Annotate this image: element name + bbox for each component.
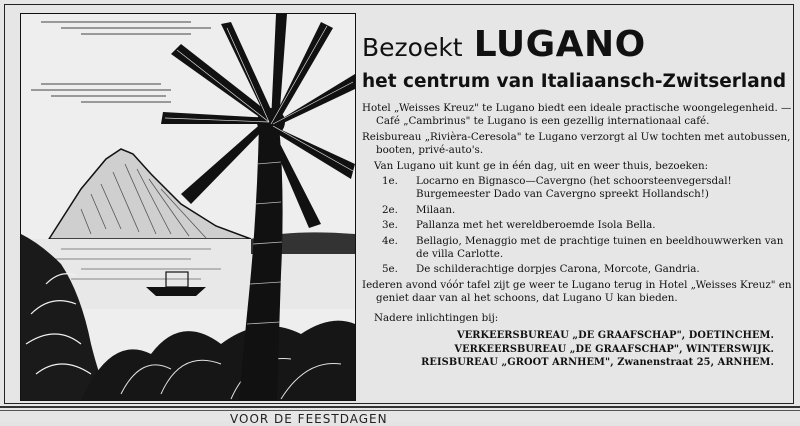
hotel-paragraph: Hotel „Weisses Kreuz" te Lugano biedt een ideale practische woongelegenheid. — Café „Cambrinus" te Lugano is een gezellig internationaal café.	[362, 102, 792, 128]
item-text: Bellagio, Menaggio met de prachtige tuinen en beeldhouwwerken van de villa Carlotte.	[416, 234, 784, 261]
subheadline: het centrum van Italiaansch-Zwitserland	[362, 71, 787, 92]
list-item	[362, 235, 792, 262]
list-item	[362, 263, 792, 276]
ground-plants	[81, 321, 355, 400]
item-text: Pallanza met het wereldberoemde Isola Bella.	[416, 219, 656, 232]
item-text: Locarno en Bignasco—Cavergno (het schoorsteenvegersdal! Burgemeester Dado van Cavergno spreekt Hollandsch!)	[416, 175, 732, 201]
item-number: 2e.	[382, 203, 398, 216]
item-text: Milaan.	[416, 203, 456, 216]
contact-label: Nadere inlichtingen bij:	[374, 311, 499, 324]
list-item	[362, 219, 792, 232]
palm-lake-drawing	[21, 14, 355, 400]
boat	[146, 287, 206, 296]
item-number: 1e.	[382, 175, 398, 188]
headline	[362, 22, 792, 68]
intro-paragraph: Van Lugano uit kunt ge in één dag, uit en weer thuis, bezoeken:	[374, 159, 709, 172]
item-number: 4e.	[382, 234, 398, 247]
contact-line: VERKEERSBUREAU „DE GRAAFSCHAP", DOETINCHEM.	[457, 330, 774, 342]
item-text: De schilderachtige dorpjes Carona, Morcote, Gandria.	[416, 263, 700, 276]
lugano-illustration	[20, 13, 356, 401]
advert-body	[362, 102, 792, 370]
footer-rule	[0, 406, 800, 408]
headline-prefix: Bezoekt	[362, 33, 463, 62]
reisbureau-paragraph: Reisbureau „Rivièra-Ceresola" te Lugano verzorgt al Uw tochten met autobussen, booten, privé-auto's.	[362, 130, 791, 157]
headline-lugano: LUGANO	[473, 24, 646, 65]
evening-paragraph: Iederen avond vóór tafel zijt ge weer te Lugano terug in Hotel „Weisses Kreuz" en geniet daar van al het schoons, dat Lugano U kan bieden.	[362, 278, 792, 305]
contact-line: REISBUREAU „GROOT ARNHEM", Zwanenstraat 25, ARNHEM.	[421, 357, 774, 369]
contact-line: VERKEERSBUREAU „DE GRAAFSCHAP", WINTERSWIJK.	[454, 343, 774, 355]
list-item	[362, 175, 792, 202]
list-item	[362, 204, 792, 217]
footer-rule-thin	[0, 410, 800, 411]
item-number: 3e.	[382, 219, 398, 232]
item-number: 5e.	[382, 263, 398, 276]
advert-text	[362, 22, 792, 370]
footer-text: VOOR DE FEESTDAGEN	[230, 412, 388, 426]
